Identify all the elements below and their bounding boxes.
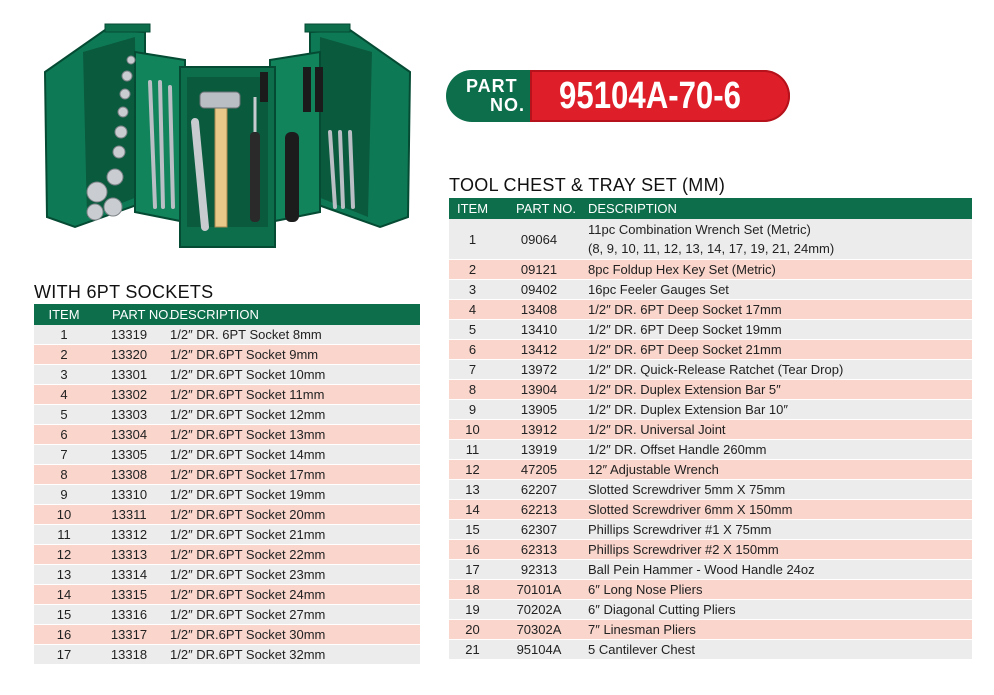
item-number: 17 <box>34 645 94 665</box>
description-line: Phillips Screwdriver #2 X 150mm <box>588 542 779 557</box>
item-number: 13 <box>34 565 94 585</box>
description <box>164 445 420 465</box>
description-line: 1/2″ DR. 6PT Deep Socket 21mm <box>588 342 782 357</box>
item-number: 12 <box>34 545 94 565</box>
item-number: 1 <box>449 219 496 260</box>
part-number-cell: 92313 <box>496 560 582 580</box>
part-number-cell: 70302A <box>496 620 582 640</box>
description-line: 1/2″ DR.6PT Socket 12mm <box>170 407 326 422</box>
part-number-cell: 62307 <box>496 520 582 540</box>
table-row <box>34 605 420 625</box>
description-line: 1/2″ DR.6PT Socket 13mm <box>170 427 326 442</box>
item-number: 16 <box>449 540 496 560</box>
table-row <box>34 425 420 445</box>
description-line: 1/2″ DR.6PT Socket 24mm <box>170 587 326 602</box>
table-row <box>449 420 972 440</box>
description <box>164 585 420 605</box>
item-number: 17 <box>449 560 496 580</box>
table-header-row <box>34 304 420 325</box>
description-line: 1/2″ DR.6PT Socket 20mm <box>170 507 326 522</box>
item-number: 6 <box>34 425 94 445</box>
description-line: 7″ Linesman Pliers <box>588 622 696 637</box>
table-row <box>449 500 972 520</box>
part-number-cell: 95104A <box>496 640 582 660</box>
table-row <box>449 340 972 360</box>
description <box>582 560 972 580</box>
item-number: 4 <box>34 385 94 405</box>
item-number: 3 <box>34 365 94 385</box>
description-line: 1/2″ DR. Offset Handle 260mm <box>588 442 767 457</box>
part-number-cell: 13302 <box>94 385 164 405</box>
description <box>164 645 420 665</box>
table-row <box>449 219 972 260</box>
table-row <box>449 520 972 540</box>
part-number-cell: 13310 <box>94 485 164 505</box>
part-number-cell: 13312 <box>94 525 164 545</box>
description <box>582 440 972 460</box>
description-line: 1/2″ DR.6PT Socket 10mm <box>170 367 326 382</box>
tool-chest-photo <box>35 12 420 262</box>
description-line: 1/2″ DR. 6PT Deep Socket 17mm <box>588 302 782 317</box>
part-number-cell: 62207 <box>496 480 582 500</box>
description <box>164 325 420 345</box>
description-line: 1/2″ DR.6PT Socket 30mm <box>170 627 326 642</box>
description <box>582 460 972 480</box>
part-number-cell: 62213 <box>496 500 582 520</box>
table-row <box>34 585 420 605</box>
item-number: 15 <box>449 520 496 540</box>
item-number: 8 <box>449 380 496 400</box>
description-line: Ball Pein Hammer - Wood Handle 24oz <box>588 562 815 577</box>
description-line: 1/2″ DR. Duplex Extension Bar 5″ <box>588 382 781 397</box>
description <box>582 640 972 660</box>
description-line: 1/2″ DR.6PT Socket 19mm <box>170 487 326 502</box>
part-number-cell: 13305 <box>94 445 164 465</box>
table-row <box>449 620 972 640</box>
part-number-cell: 13304 <box>94 425 164 445</box>
table-row <box>34 545 420 565</box>
header-part-no: PART NO. <box>94 304 164 325</box>
description <box>164 505 420 525</box>
description-line: 6″ Diagonal Cutting Pliers <box>588 602 736 617</box>
part-number-cell: 13410 <box>496 320 582 340</box>
description-line: 1/2″ DR.6PT Socket 11mm <box>170 387 325 402</box>
part-number-cell: 70101A <box>496 580 582 600</box>
description <box>582 340 972 360</box>
table-row <box>449 320 972 340</box>
description-line: 1/2″ DR. Duplex Extension Bar 10″ <box>588 402 788 417</box>
part-number-cell: 13303 <box>94 405 164 425</box>
table-row <box>34 505 420 525</box>
table-row <box>34 465 420 485</box>
item-number: 16 <box>34 625 94 645</box>
part-number-cell: 13412 <box>496 340 582 360</box>
description <box>582 420 972 440</box>
part-number-cell: 13320 <box>94 345 164 365</box>
description-line: 1/2″ DR.6PT Socket 9mm <box>170 347 319 362</box>
table-row <box>449 440 972 460</box>
item-number: 7 <box>449 360 496 380</box>
part-number: 95104A-70-6 <box>559 75 741 117</box>
header-item: ITEM <box>34 304 94 325</box>
description <box>164 565 420 585</box>
table-row <box>34 525 420 545</box>
part-number-cell: 13311 <box>94 505 164 525</box>
table-row <box>34 565 420 585</box>
description <box>582 600 972 620</box>
description-line: 5 Cantilever Chest <box>588 642 695 657</box>
table-row <box>449 400 972 420</box>
item-number: 15 <box>34 605 94 625</box>
item-number: 3 <box>449 280 496 300</box>
description <box>164 405 420 425</box>
item-number: 10 <box>34 505 94 525</box>
description-line: 1/2″ DR. Universal Joint <box>588 422 726 437</box>
table-row <box>34 385 420 405</box>
description <box>164 625 420 645</box>
description-line: 11pc Combination Wrench Set (Metric) <box>588 222 811 237</box>
table-row <box>449 580 972 600</box>
item-number: 11 <box>449 440 496 460</box>
table-row <box>449 360 972 380</box>
description-line: 1/2″ DR. Quick-Release Ratchet (Tear Drop) <box>588 362 844 377</box>
header-description: DESCRIPTION <box>582 198 972 219</box>
part-number-cell: 13408 <box>496 300 582 320</box>
description-line: 1/2″ DR.6PT Socket 32mm <box>170 647 326 662</box>
table-row <box>34 645 420 665</box>
table-row <box>34 625 420 645</box>
header-part-no: PART NO. <box>496 198 582 219</box>
item-number: 14 <box>449 500 496 520</box>
item-number: 12 <box>449 460 496 480</box>
description <box>164 605 420 625</box>
table-row <box>449 280 972 300</box>
description <box>164 365 420 385</box>
description <box>164 345 420 365</box>
description <box>582 500 972 520</box>
description-line: 6″ Long Nose Pliers <box>588 582 703 597</box>
table-row <box>34 405 420 425</box>
table-header-row <box>449 198 972 219</box>
description <box>582 400 972 420</box>
description <box>164 545 420 565</box>
part-number-cell: 13318 <box>94 645 164 665</box>
description <box>164 425 420 445</box>
table-row <box>449 540 972 560</box>
description-line: Slotted Screwdriver 5mm X 75mm <box>588 482 786 497</box>
description <box>164 525 420 545</box>
description-line: 1/2″ DR. 6PT Socket 8mm <box>170 327 322 342</box>
description <box>582 620 972 640</box>
item-number: 21 <box>449 640 496 660</box>
item-number: 6 <box>449 340 496 360</box>
item-number: 7 <box>34 445 94 465</box>
description <box>582 219 972 260</box>
sockets-table <box>34 304 420 665</box>
table-row <box>449 260 972 280</box>
part-number-cell: 13319 <box>94 325 164 345</box>
part-number-cell: 13314 <box>94 565 164 585</box>
header-description: DESCRIPTION <box>164 304 420 325</box>
item-number: 18 <box>449 580 496 600</box>
description <box>582 300 972 320</box>
table-row <box>449 460 972 480</box>
part-number-cell: 62313 <box>496 540 582 560</box>
item-number: 5 <box>34 405 94 425</box>
description <box>582 260 972 280</box>
item-number: 9 <box>449 400 496 420</box>
part-number-cell: 13912 <box>496 420 582 440</box>
part-number-cell: 13919 <box>496 440 582 460</box>
item-number: 5 <box>449 320 496 340</box>
description <box>582 520 972 540</box>
part-number-badge <box>446 70 790 122</box>
description-line: 1/2″ DR. 6PT Deep Socket 19mm <box>588 322 782 337</box>
table-row <box>34 325 420 345</box>
part-number-cell: 13905 <box>496 400 582 420</box>
item-number: 20 <box>449 620 496 640</box>
table-row <box>449 380 972 400</box>
table-row <box>449 560 972 580</box>
part-number-cell: 13316 <box>94 605 164 625</box>
description-line: 1/2″ DR.6PT Socket 21mm <box>170 527 326 542</box>
description <box>164 385 420 405</box>
description-line-2: (8, 9, 10, 11, 12, 13, 14, 17, 19, 21, 24mm) <box>588 241 835 256</box>
item-number: 8 <box>34 465 94 485</box>
table-row <box>449 300 972 320</box>
tool-chest-table <box>449 198 972 660</box>
header-item: ITEM <box>449 198 496 219</box>
item-number: 19 <box>449 600 496 620</box>
sockets-section-title: WITH 6PT SOCKETS <box>34 282 214 302</box>
description-line: 16pc Feeler Gauges Set <box>588 282 729 297</box>
part-number-cell: 47205 <box>496 460 582 480</box>
part-number-cell: 13972 <box>496 360 582 380</box>
badge-part-label: PART <box>466 76 518 96</box>
description <box>582 580 972 600</box>
table-row <box>449 600 972 620</box>
description-line: 1/2″ DR.6PT Socket 23mm <box>170 567 326 582</box>
part-number-cell: 09402 <box>496 280 582 300</box>
table-row <box>34 485 420 505</box>
item-number: 4 <box>449 300 496 320</box>
item-number: 11 <box>34 525 94 545</box>
description-line: 12″ Adjustable Wrench <box>588 462 719 477</box>
description-line: Slotted Screwdriver 6mm X 150mm <box>588 502 793 517</box>
part-number-cell: 13308 <box>94 465 164 485</box>
description <box>582 540 972 560</box>
description-line: 1/2″ DR.6PT Socket 22mm <box>170 547 326 562</box>
description <box>582 320 972 340</box>
description-line: 8pc Foldup Hex Key Set (Metric) <box>588 262 776 277</box>
item-number: 2 <box>34 345 94 365</box>
description <box>582 280 972 300</box>
description <box>582 380 972 400</box>
item-number: 10 <box>449 420 496 440</box>
badge-no-label: NO. <box>490 95 526 115</box>
part-number-cell: 13315 <box>94 585 164 605</box>
part-number-cell: 09121 <box>496 260 582 280</box>
part-number-cell: 13313 <box>94 545 164 565</box>
table-row <box>34 365 420 385</box>
item-number: 1 <box>34 325 94 345</box>
description <box>164 465 420 485</box>
table-row <box>34 345 420 365</box>
table-row <box>449 640 972 660</box>
item-number: 2 <box>449 260 496 280</box>
description-line: 1/2″ DR.6PT Socket 17mm <box>170 467 326 482</box>
tool-chest-section-title: TOOL CHEST & TRAY SET (MM) <box>449 175 726 195</box>
part-number-cell: 09064 <box>496 219 582 260</box>
description-line: 1/2″ DR.6PT Socket 14mm <box>170 447 326 462</box>
item-number: 14 <box>34 585 94 605</box>
table-row <box>449 480 972 500</box>
description <box>164 485 420 505</box>
part-number-cell: 70202A <box>496 600 582 620</box>
part-number-cell: 13317 <box>94 625 164 645</box>
description <box>582 480 972 500</box>
description <box>582 360 972 380</box>
table-row <box>34 445 420 465</box>
item-number: 13 <box>449 480 496 500</box>
description-line: 1/2″ DR.6PT Socket 27mm <box>170 607 326 622</box>
item-number: 9 <box>34 485 94 505</box>
part-number-cell: 13301 <box>94 365 164 385</box>
part-number-cell: 13904 <box>496 380 582 400</box>
description-line: Phillips Screwdriver #1 X 75mm <box>588 522 772 537</box>
